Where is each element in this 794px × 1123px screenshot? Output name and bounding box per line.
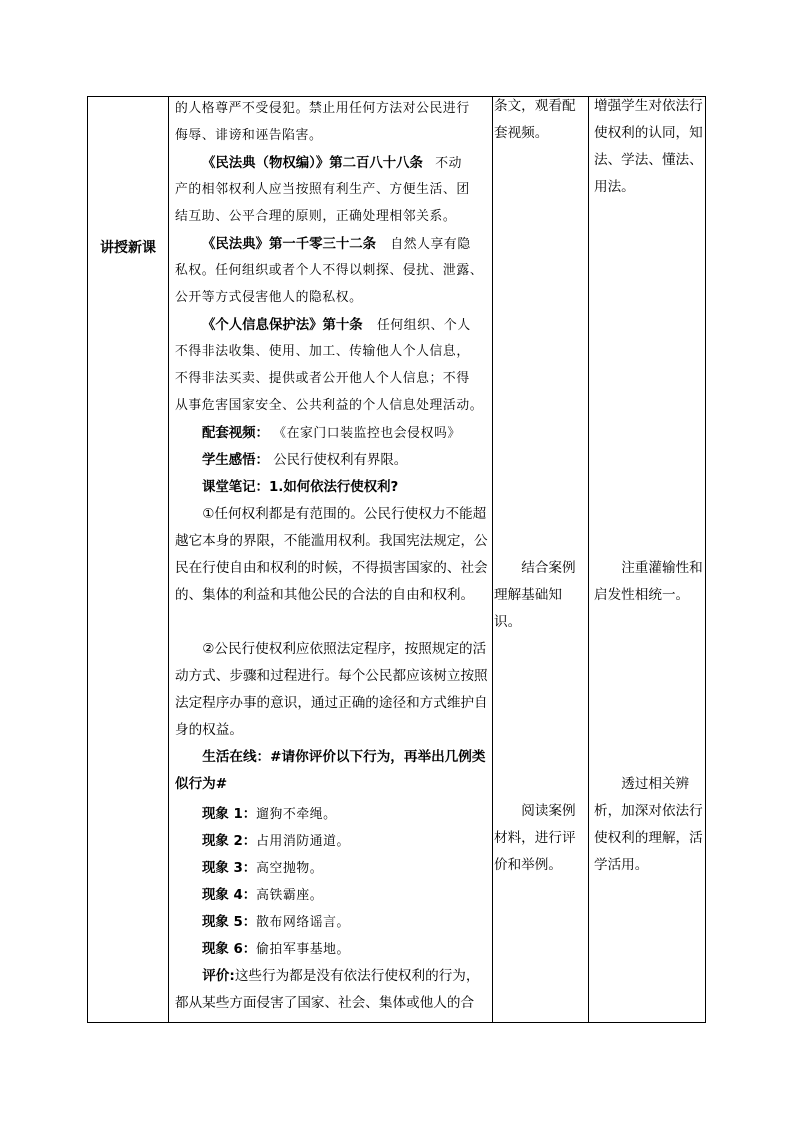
- law-title: 《民法典（物权编）》第二百八十八条: [202, 156, 423, 171]
- law-article-1: 《民法典（物权编）》第二百八十八条 不动: [202, 156, 463, 171]
- text-line: 公开等方式侵害他人的隐私权。: [175, 290, 363, 305]
- law-article-2: 《民法典》第一千零三十二条 自然人享有隐: [202, 237, 471, 252]
- text-line: 从事危害国家安全、公共利益的个人信息处理活动。: [175, 398, 484, 413]
- design-intent-low: 透过相关辨析，加深对依法行使权利的理解，活学活用。: [594, 776, 703, 873]
- text-line: 不得非法收集、使用、加工、传输他人个人信息，: [175, 344, 470, 359]
- evaluation-paragraph: 评价:这些行为都是没有依法行使权利的行为，都从某些方面侵害了国家、社会、集体或他人的合: [175, 968, 480, 1011]
- law-title: 《个人信息保护法》第十条: [202, 318, 363, 333]
- insight-line: 学生感悟： 公民行使权利有界限。: [202, 453, 408, 468]
- design-intent-top: 增强学生对依法行使权利的认同，知法、学法、懂法、用法。: [594, 98, 703, 195]
- lesson-table: [87, 96, 706, 1023]
- video-line: 配套视频： 《在家门口装监控也会侵权吗》: [202, 426, 461, 441]
- student-activity-low: 阅读案例材料，进行评价和举例。: [494, 803, 576, 873]
- phenomenon-item: 现象 6：偷拍军事基地。: [202, 942, 350, 957]
- text-line: 的人格尊严不受侵犯。禁止用任何方法对公民进行: [175, 101, 470, 116]
- text-line: 私权。任何组织或者个人不得以刺探、侵扰、泄露、: [175, 263, 484, 278]
- text-line: 侮辱、诽谤和诬告陷害。: [175, 128, 323, 143]
- phenomenon-item: 现象 4：高铁霸座。: [202, 888, 324, 903]
- phenomenon-item: 现象 1：遛狗不牵绳。: [202, 807, 337, 822]
- phenomenon-item: 现象 5：散布网络谣言。: [202, 915, 350, 930]
- student-activity-top: 条文，观看配套视频。: [494, 98, 576, 141]
- note-heading: 课堂笔记：1.如何依法行使权利?: [202, 480, 399, 495]
- law-title: 《民法典》第一千零三十二条: [202, 237, 377, 252]
- text-line: 结互助、公平合理的原则，正确处理相邻关系。: [175, 209, 457, 224]
- content-column: [170, 97, 490, 1022]
- design-intent-mid: 注重灌输性和启发性相统一。: [594, 560, 703, 603]
- student-activity-mid: 结合案例理解基础知识。: [494, 560, 576, 630]
- text-line: 不得非法买卖、提供或者公开他人个人信息；不得: [175, 371, 470, 386]
- column-divider: [588, 97, 589, 1022]
- paragraph-2: ②公民行使权利应依照法定程序，按照规定的活动方式、步骤和过程进行。每个公民都应该树立按照法定程序办事的意识，通过正确的途径和方式维护自身的权益。: [175, 641, 488, 738]
- phenomenon-item: 现象 2：占用消防通道。: [202, 834, 350, 849]
- paragraph-1: ①任何权利都是有范围的。公民行使权力不能超越它本身的界限，不能滥用权利。我国宪法规定，公民在行使自由和权利的时候，不得损害国家的、社会的、集体的利益和其他公民的合法的自由和权利。: [175, 506, 488, 603]
- text-line: 产的相邻权利人应当按照有利生产、方便生活、团: [175, 182, 470, 197]
- stage-label: 讲授新课: [100, 240, 156, 256]
- column-divider: [492, 97, 493, 1022]
- law-article-3: 《个人信息保护法》第十条 任何组织、个人: [202, 318, 471, 333]
- phenomenon-item: 现象 3：高空抛物。: [202, 861, 324, 876]
- life-online-heading: 生活在线：#请你评价以下行为，再举出几例类似行为#: [175, 749, 486, 792]
- column-divider: [168, 97, 169, 1022]
